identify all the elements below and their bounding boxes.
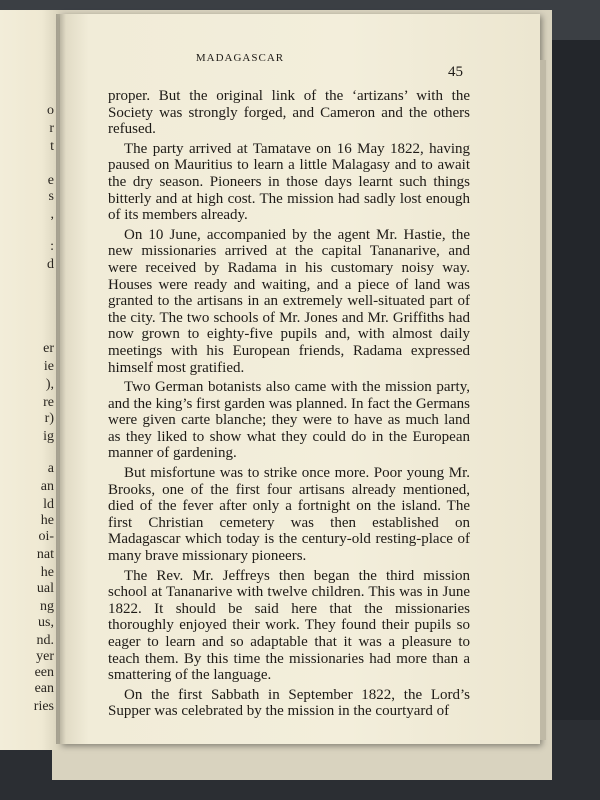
left-page-fragment: he <box>40 513 54 528</box>
left-page-fragment: ng <box>40 599 54 614</box>
left-page-fragment: oi- <box>38 529 54 544</box>
left-page-fragment: s <box>48 189 54 204</box>
left-page-fragment: ual <box>36 581 54 596</box>
running-head: MADAGASCAR <box>195 52 285 64</box>
left-page-fragment: ean <box>34 681 54 696</box>
left-page-fragment: o <box>47 103 54 118</box>
paragraph: The Rev. Mr. Jeffreys then began the third mission school at Tananarive with twelve children. This was in June 1822. It should be said here that the missionaries thoroughly enjoyed their work. They found their pupils so eager to learn and so adaptable that it was a pleasure to teach them. By this time the missionaries had more than a smattering of the language. <box>108 567 470 684</box>
left-page-fragment: er <box>43 341 54 356</box>
left-page-fragment: r <box>49 121 54 136</box>
paragraph: Two German botanists also came with the mission party, and the king’s first garden was planned. In fact the Germans were given carte blanche; they were to have as much land as they liked to show what they could do in the European manner of gardening. <box>108 379 470 462</box>
page-number: 45 <box>448 64 463 80</box>
left-page-fragment: ig <box>43 429 54 444</box>
left-page-fragment: d <box>47 257 54 272</box>
left-page-fragment: ld <box>43 497 54 512</box>
paragraph: On 10 June, accompanied by the agent Mr. Hastie, the new missionaries arrived at the capital Tananarive, and were received by Radama in his customary noisy way. Houses were ready and waiting, and a piece of land was granted to the artisans in an extremely well-situated part of the city. The two schools of Mr. Jones and Mr. Griffiths had now grown to eighty-five pupils and, with almost daily meetings with his European friends, Radama expressed himself most gratified. <box>108 226 470 376</box>
left-page-fragment: e <box>47 173 54 188</box>
paragraph: The party arrived at Tamatave on 16 May 1822, having paused on Mauritius to learn a little Malagasy and to await the dry season. Pioneers in those days learnt such things bitterly and at high cost. The mission had sadly lost enough of its members already. <box>108 140 470 224</box>
left-page-fragment: a <box>47 461 54 476</box>
left-page-fragment: r) <box>44 411 54 426</box>
left-page <box>0 10 60 750</box>
body-text <box>108 88 470 720</box>
left-page-fragment: yer <box>36 649 54 664</box>
paragraph: On the first Sabbath in September 1822, the Lord’s Supper was celebrated by the mission in the courtyard of <box>108 686 470 720</box>
left-page-fragment: ries <box>33 699 54 714</box>
left-page-fragment: ie <box>43 359 54 374</box>
left-page-fragment: , <box>50 207 54 222</box>
left-page-fragment: he <box>40 565 54 580</box>
left-page-fragment: t <box>50 139 54 154</box>
gutter-shadow <box>56 14 66 744</box>
paragraph: proper. But the original link of the ‘artizans’ with the Society was strongly forged, and Cameron and the others refused. <box>108 88 470 138</box>
left-page-fragment: an <box>40 479 54 494</box>
left-page-fragment: nat <box>36 547 54 562</box>
left-page-fragment: re <box>43 395 54 410</box>
paragraph: But misfortune was to strike once more. Poor young Mr. Brooks, one of the first four artisans already mentioned, died of the fever after only a fortnight on the island. The first Christian cemetery was then established on Madagascar which today is the century-old resting-place of many brave missionary pioneers. <box>108 465 470 565</box>
left-page-fragment: een <box>34 665 54 680</box>
left-page-fragment: nd. <box>36 633 54 648</box>
left-page-fragment: : <box>50 239 54 254</box>
next-page-edge <box>540 60 546 740</box>
left-page-fragment: us, <box>38 615 54 630</box>
left-page-fragment: ), <box>45 377 54 392</box>
